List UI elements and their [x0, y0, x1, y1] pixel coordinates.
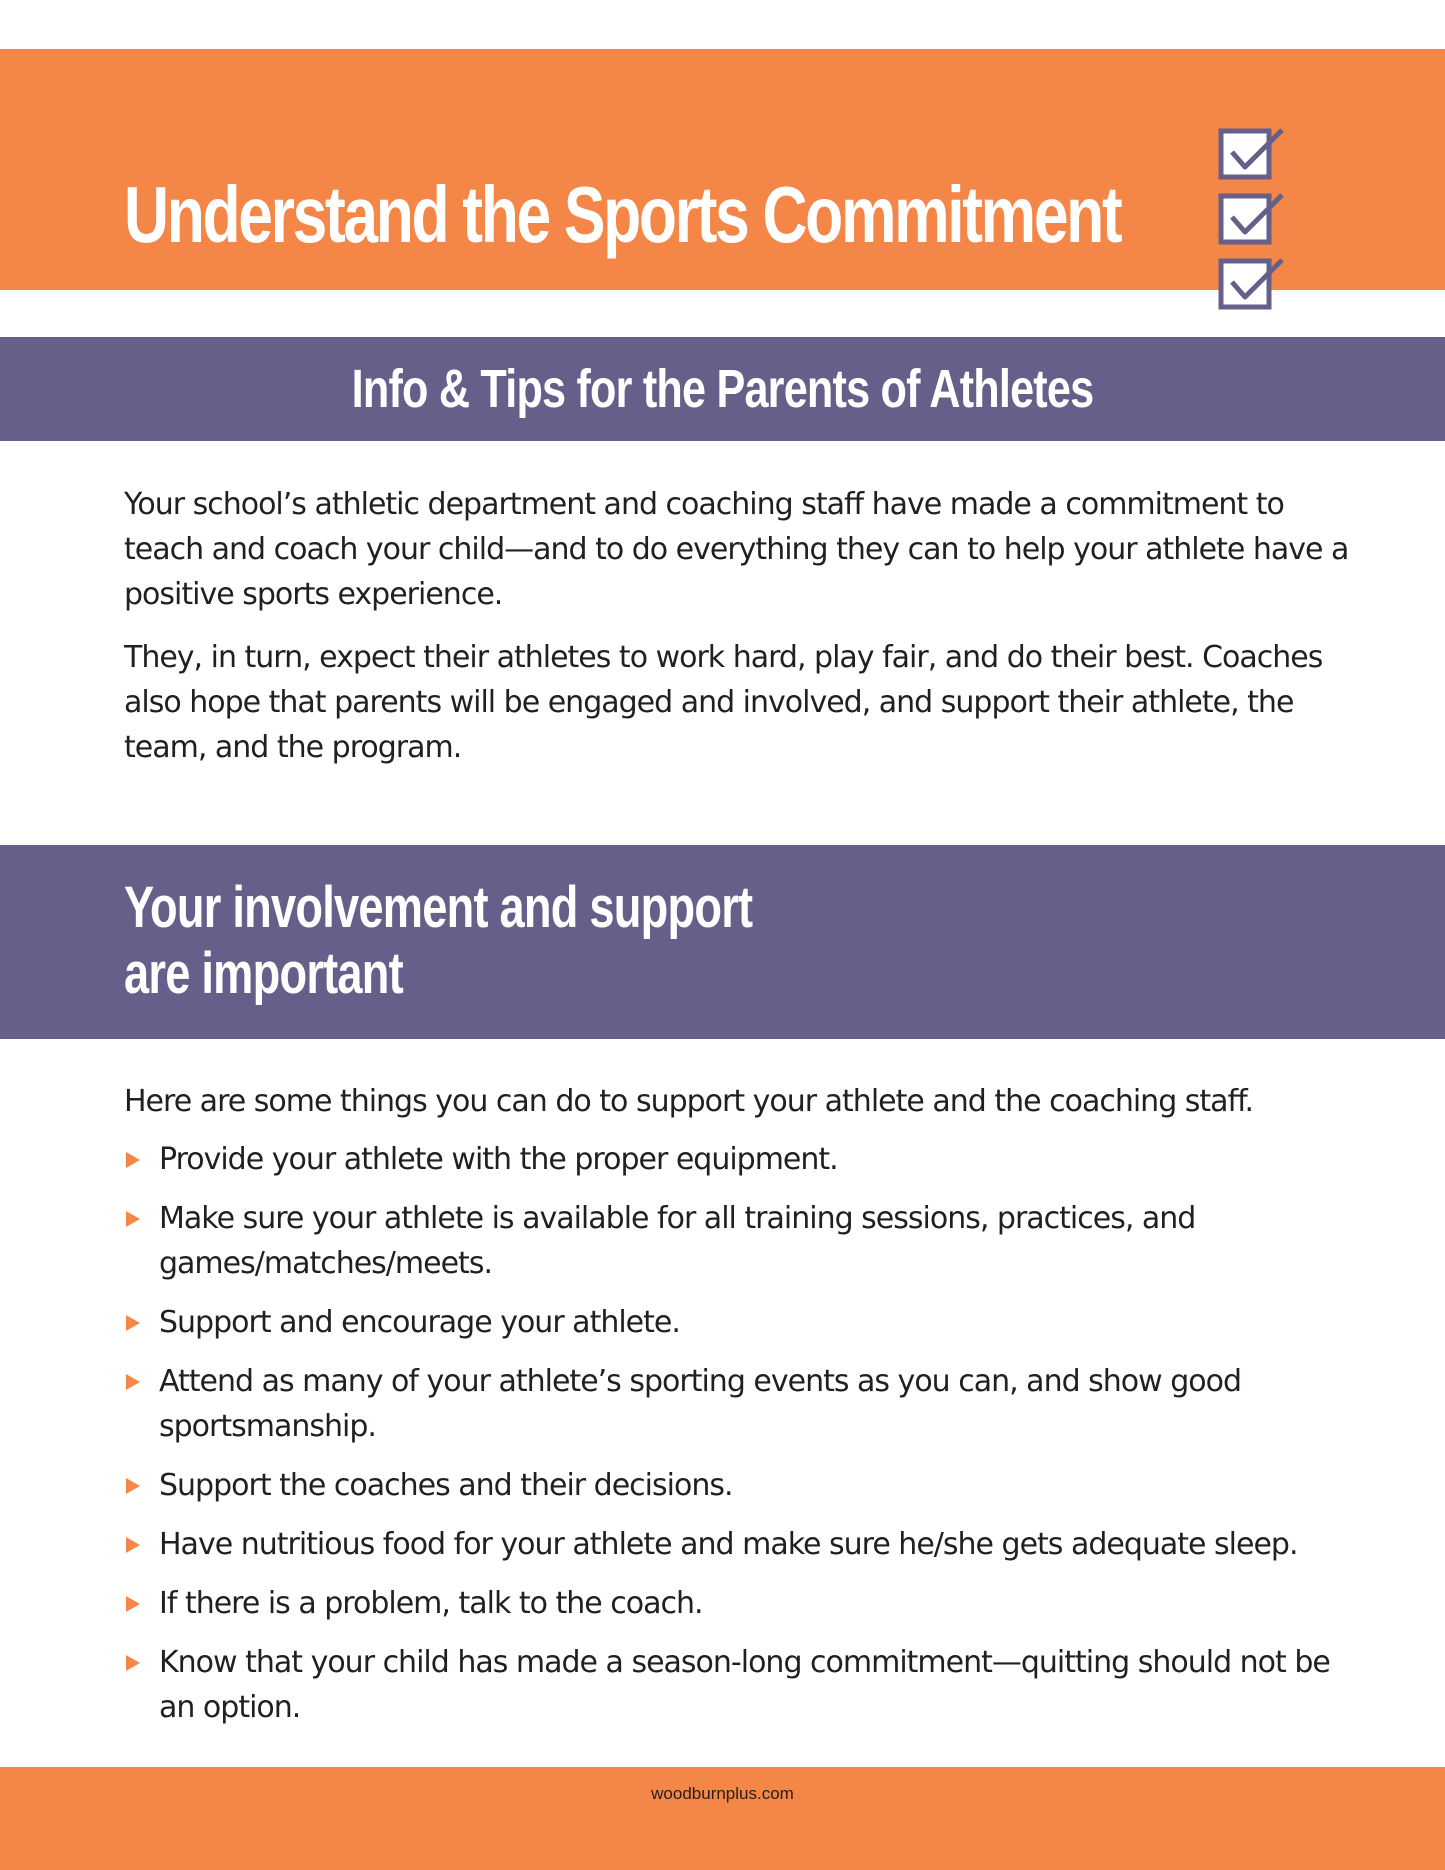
support-intro: Here are some things you can do to support your athlete and the coaching staff. — [124, 1084, 1254, 1119]
list-item-text: Support and encourage your athlete. — [159, 1305, 680, 1340]
bullet-arrow-icon — [126, 1315, 140, 1331]
support-heading — [124, 875, 752, 1007]
support-heading-line-1: Your involvement and support — [124, 875, 753, 940]
bullet-arrow-icon — [126, 1596, 140, 1612]
checkbox-checked-icon — [1218, 255, 1290, 311]
support-tips-list — [124, 1137, 1364, 1744]
list-item-text: Make sure your athlete is available for all training sessions, practices, and games/matches/meets. — [159, 1201, 1196, 1281]
bullet-arrow-icon — [126, 1478, 140, 1494]
list-item — [124, 1581, 1364, 1626]
info-tips-banner — [0, 337, 1445, 441]
header-banner — [0, 49, 1445, 290]
list-item — [124, 1300, 1364, 1345]
list-item — [124, 1196, 1364, 1286]
bullet-arrow-icon — [126, 1211, 140, 1227]
list-item — [124, 1522, 1364, 1567]
list-item-text: If there is a problem, talk to the coach. — [159, 1586, 703, 1621]
support-banner — [0, 845, 1445, 1039]
intro-paragraph-2: They, in turn, expect their athletes to work hard, play fair, and do their best. Coaches also hope that parents will be engaged and involved, and support their athlete, the team, and the program. — [124, 640, 1323, 765]
info-tips-heading: Info & Tips for the Parents of Athletes — [351, 359, 1094, 419]
list-item-text: Have nutritious food for your athlete and make sure he/she gets adequate sleep. — [159, 1527, 1298, 1562]
checkbox-checked-icon — [1218, 190, 1290, 246]
page-title: Understand the Sports Commitment — [124, 170, 1121, 259]
intro-paragraph-1: Your school’s athletic department and coaching staff have made a commitment to teach and coach your child—and to do everything they can to help your athlete have a positive sports experience. — [124, 487, 1349, 612]
support-heading-line-2: are important — [124, 941, 403, 1006]
bullet-arrow-icon — [126, 1374, 140, 1390]
checklist-graphic — [1218, 125, 1290, 311]
bullet-arrow-icon — [126, 1655, 140, 1671]
bullet-arrow-icon — [126, 1152, 140, 1168]
footer-url: woodburnplus.com — [651, 1784, 794, 1803]
list-item — [124, 1137, 1364, 1182]
list-item — [124, 1640, 1364, 1730]
list-item-text: Attend as many of your athlete’s sporting events as you can, and show good sportsmanship. — [159, 1364, 1242, 1444]
bullet-arrow-icon — [126, 1537, 140, 1553]
checkbox-checked-icon — [1218, 125, 1290, 181]
list-item — [124, 1463, 1364, 1508]
list-item — [124, 1359, 1364, 1449]
footer-bar — [0, 1767, 1445, 1870]
list-item-text: Support the coaches and their decisions. — [159, 1468, 733, 1503]
list-item-text: Know that your child has made a season-long commitment—quitting should not be an option. — [159, 1645, 1330, 1725]
list-item-text: Provide your athlete with the proper equipment. — [159, 1142, 838, 1177]
